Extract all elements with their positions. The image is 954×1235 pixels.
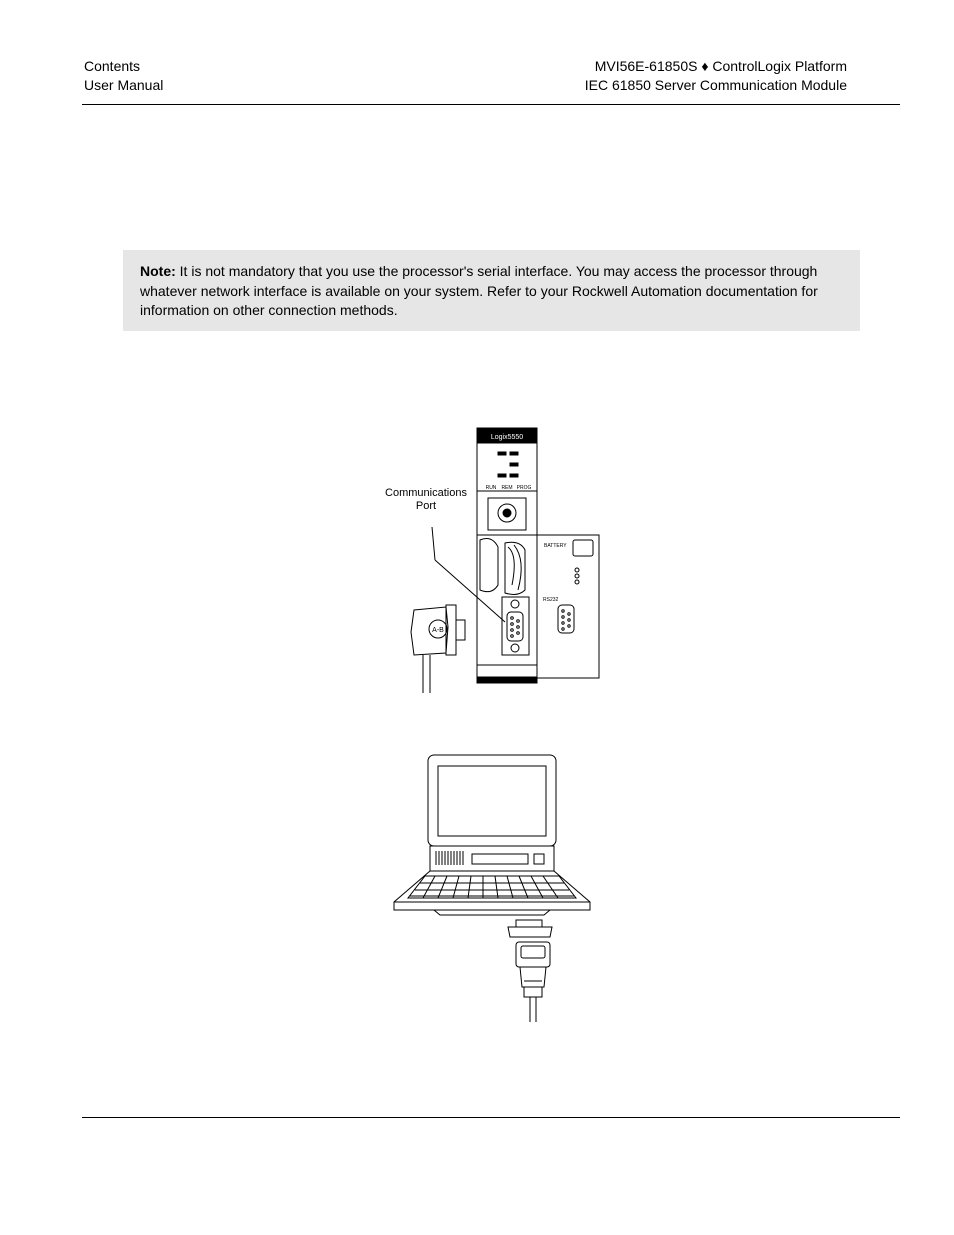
note-box bbox=[123, 250, 860, 331]
header-product: MVI56E-61850S ♦ ControlLogix Platform bbox=[594, 58, 847, 74]
key-label-rem: REM bbox=[501, 485, 513, 491]
module-label: Logix5550 bbox=[490, 434, 524, 441]
processor-illustration bbox=[380, 425, 610, 695]
header-left bbox=[84, 57, 163, 95]
note-text: It is not mandatory that you use the processor's serial interface. You may access the processor through whatever network interface is available on your system. Refer to your Rockwell Automation documentation for information on other connection methods. bbox=[140, 263, 818, 318]
callout-line2: Port bbox=[415, 500, 437, 512]
laptop-illustration bbox=[390, 752, 600, 1027]
header-module: IEC 61850 Server Communication Module bbox=[584, 77, 847, 93]
note-label: Note: bbox=[140, 263, 176, 279]
key-label-prog: PROG bbox=[516, 485, 532, 491]
communications-port-callout bbox=[376, 487, 476, 513]
header-right bbox=[585, 57, 847, 95]
callout-line1: Communications bbox=[385, 487, 467, 499]
key-label-run: RUN bbox=[485, 485, 497, 491]
rs232-label: RS232 bbox=[543, 597, 559, 603]
battery-label: BATTERY bbox=[544, 543, 567, 549]
header-doc-type: User Manual bbox=[84, 77, 164, 93]
header-section: Contents bbox=[84, 58, 141, 74]
svg-text:A-B: A-B bbox=[432, 627, 444, 634]
header-rule bbox=[82, 104, 900, 105]
footer-rule bbox=[82, 1117, 900, 1118]
